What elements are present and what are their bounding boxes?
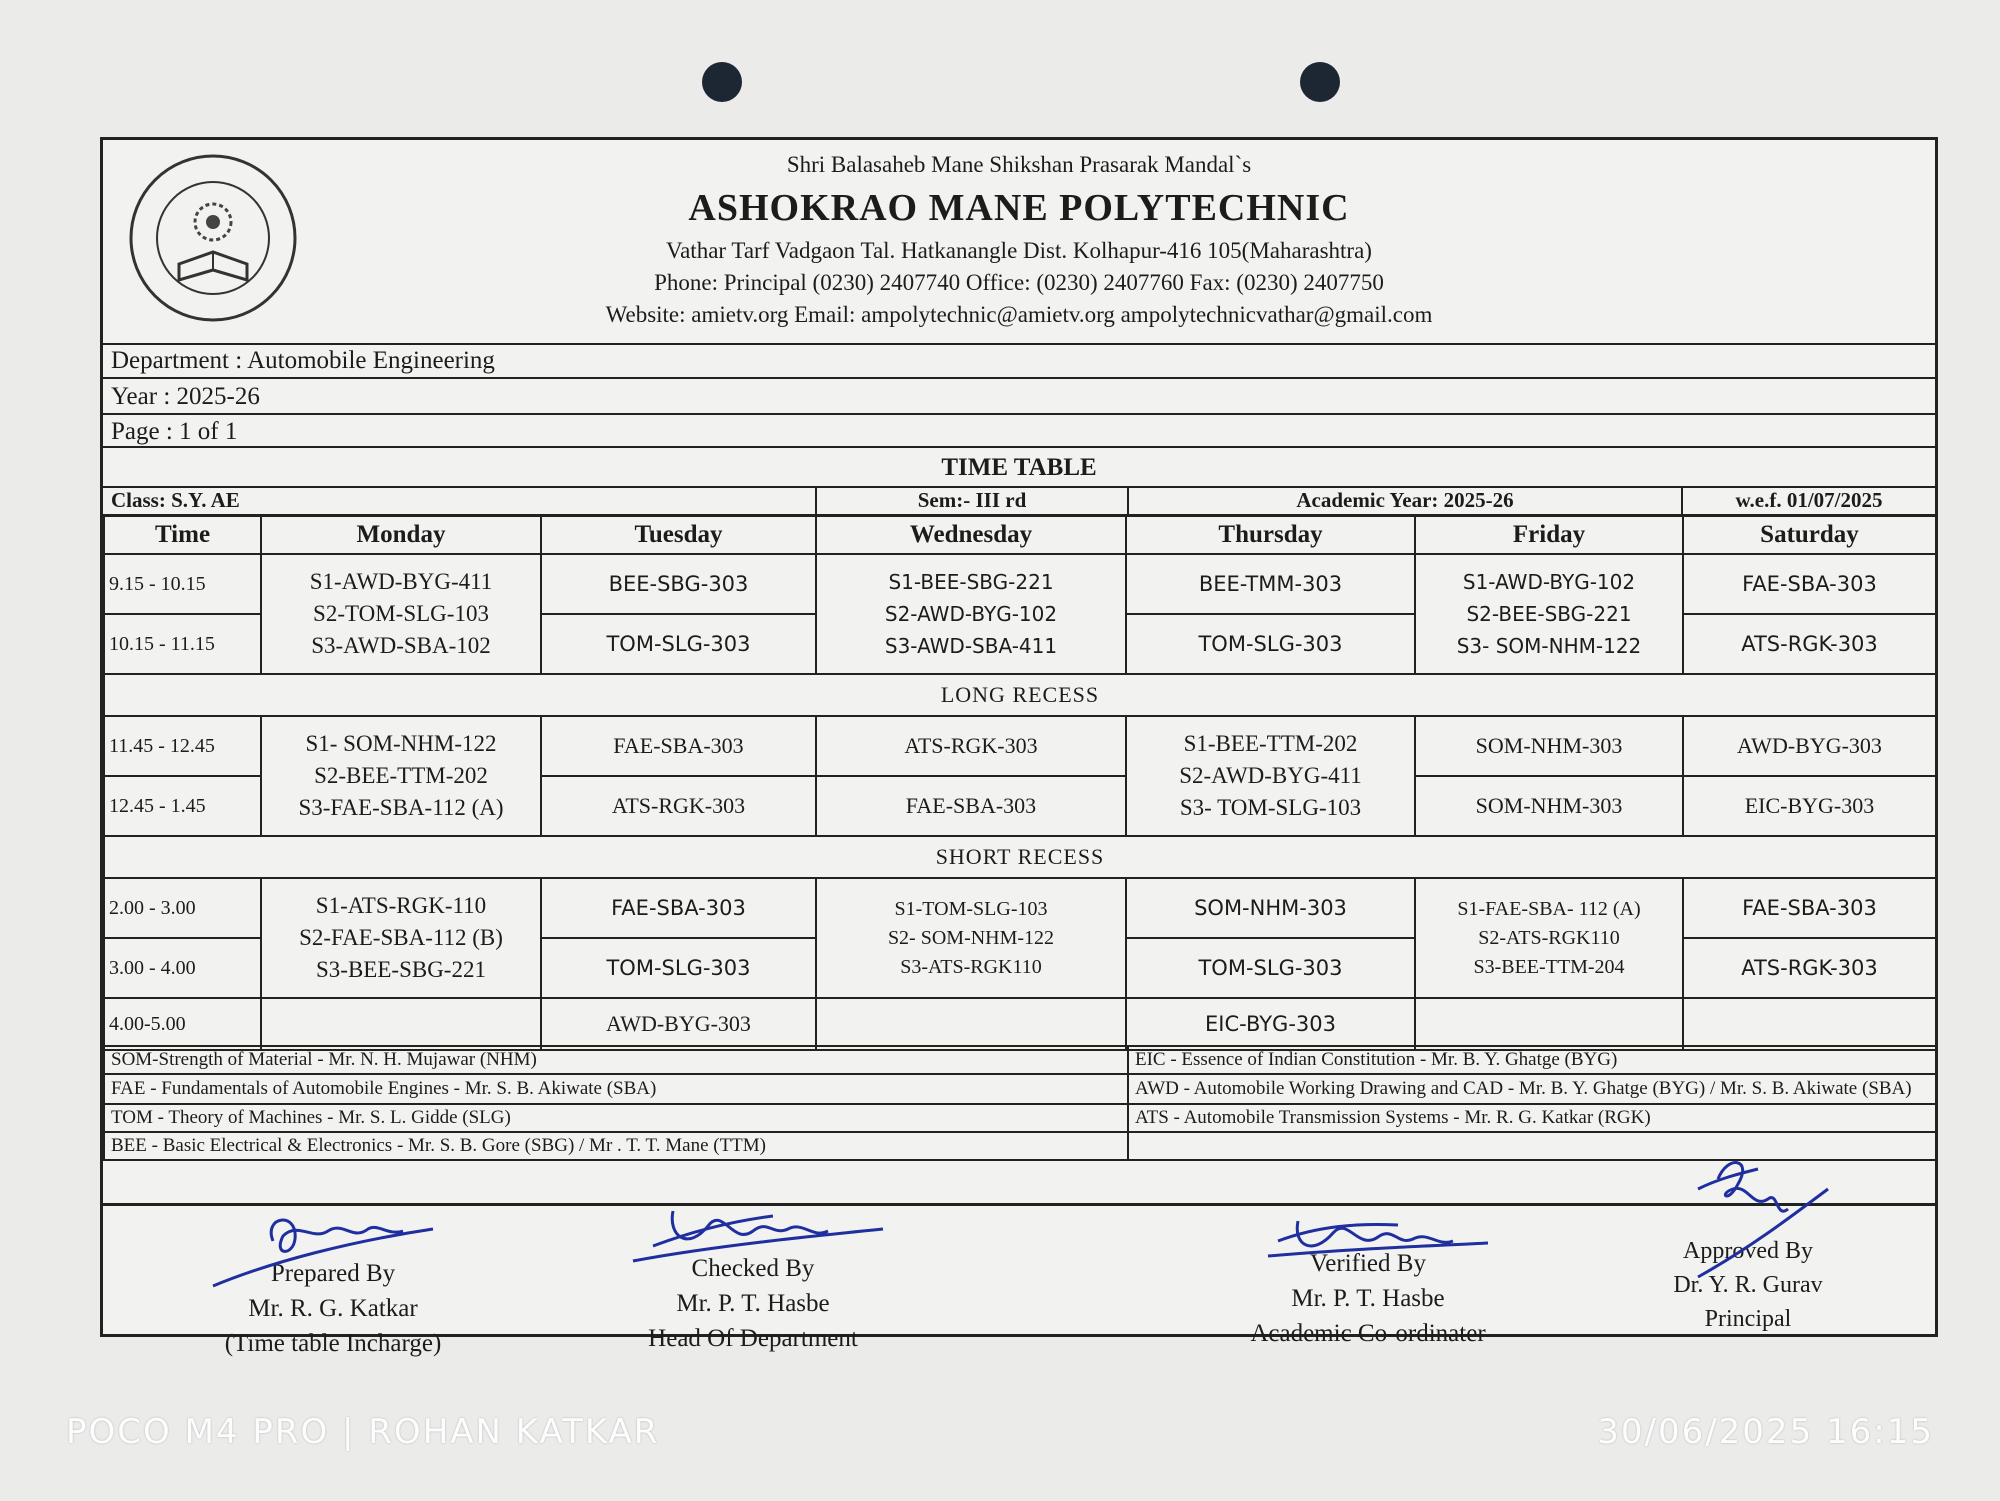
signature-role: Approved By xyxy=(1683,1238,1813,1264)
empty-cell xyxy=(1415,998,1683,1050)
column-header: Saturday xyxy=(1683,515,1936,554)
short-recess-label: SHORT RECESS xyxy=(104,836,1936,878)
time-cell: 10.15 - 11.15 xyxy=(104,614,261,674)
signatory-title: (Time table Incharge) xyxy=(224,1330,442,1357)
page-row: Page : 1 of 1 xyxy=(103,415,1935,448)
column-header: Monday xyxy=(261,515,541,554)
time-cell: 9.15 - 10.15 xyxy=(104,554,261,614)
institute-name: ASHOKRAO MANE POLYTECHNIC xyxy=(688,187,1350,229)
lecture-cell: TOM-SLG-303 xyxy=(541,938,816,998)
batch-line: S3-BEE-SBG-221 xyxy=(316,957,486,982)
column-header: Thursday xyxy=(1126,515,1415,554)
legend-entry: AWD - Automobile Working Drawing and CAD - Mr. B. Y. Ghatge (BYG) / Mr. S. B. Akiwate (SBA) xyxy=(1128,1074,1936,1104)
batch-line: S2-TOM-SLG-103 xyxy=(313,601,489,626)
practical-batch-cell xyxy=(816,554,1126,674)
lecture-cell: ATS-RGK-303 xyxy=(541,776,816,836)
lecture-cell: FAE-SBA-303 xyxy=(816,776,1126,836)
lecture-cell: AWD-BYG-303 xyxy=(1683,716,1936,776)
practical-batch-cell xyxy=(1415,554,1683,674)
recess-row xyxy=(104,836,1936,878)
semester-label: Sem:- III rd xyxy=(815,486,1127,514)
practical-batch-cell xyxy=(1415,878,1683,998)
academic-year-label: Academic Year: 2025-26 xyxy=(1127,486,1681,514)
lecture-cell: SOM-NHM-303 xyxy=(1126,878,1415,938)
batch-line: S3-ATS-RGK110 xyxy=(900,955,1042,978)
batch-line: S2-BEE-TTM-202 xyxy=(314,763,488,788)
lecture-cell: TOM-SLG-303 xyxy=(1126,938,1415,998)
lecture-cell: TOM-SLG-303 xyxy=(1126,614,1415,674)
lecture-cell: AWD-BYG-303 xyxy=(541,998,816,1050)
legend-entry: ATS - Automobile Transmission Systems - Mr. R. G. Katkar (RGK) xyxy=(1128,1104,1936,1132)
signatory-title: Academic Co-ordinater xyxy=(1250,1320,1486,1347)
batch-line: S3-AWD-SBA-102 xyxy=(311,633,491,658)
signature-block-approved xyxy=(1638,1234,1858,1336)
batch-line: S3- TOM-SLG-103 xyxy=(1179,795,1362,820)
signature-block-verified xyxy=(1218,1246,1518,1351)
time-cell: 2.00 - 3.00 xyxy=(104,878,261,938)
camera-watermark-device: POCO M4 PRO | ROHAN KATKAR xyxy=(66,1412,660,1452)
batch-line: S1-ATS-RGK-110 xyxy=(315,893,487,918)
lecture-cell: FAE-SBA-303 xyxy=(541,878,816,938)
lecture-cell: FAE-SBA-303 xyxy=(1683,554,1936,614)
batch-line: S1-AWD-BYG-411 xyxy=(309,569,493,594)
department-row: Department : Automobile Engineering xyxy=(103,343,1935,379)
slot-row xyxy=(104,554,1936,614)
signature-block-checked xyxy=(603,1251,903,1356)
timetable-title: TIME TABLE xyxy=(103,448,1935,488)
institute-header xyxy=(103,140,1935,345)
class-label: Class: S.Y. AE xyxy=(111,488,240,512)
batch-line: S2-ATS-RGK110 xyxy=(1478,926,1620,949)
empty-cell xyxy=(261,998,541,1050)
long-recess-label: LONG RECESS xyxy=(104,674,1936,716)
legend-entry: TOM - Theory of Machines - Mr. S. L. Gidde (SLG) xyxy=(104,1104,1128,1132)
signature-role: Checked By xyxy=(691,1255,815,1282)
institute-website: Website: amietv.org Email: ampolytechnic@amietv.org ampolytechnicvathar@gmail.com xyxy=(605,302,1433,327)
practical-batch-cell xyxy=(261,716,541,836)
signature-role: Prepared By xyxy=(270,1260,396,1287)
handwritten-signature xyxy=(203,1201,443,1291)
lecture-cell: ATS-RGK-303 xyxy=(816,716,1126,776)
practical-batch-cell xyxy=(261,878,541,998)
signature-section xyxy=(103,1203,1935,1357)
signatory-name: Mr. P. T. Hasbe xyxy=(676,1290,830,1317)
empty-cell xyxy=(816,998,1126,1050)
legend-entry: FAE - Fundamentals of Automobile Engines - Mr. S. B. Akiwate (SBA) xyxy=(104,1074,1128,1104)
class-info-bar xyxy=(103,486,1935,517)
batch-line: S1-FAE-SBA- 112 (A) xyxy=(1457,897,1641,920)
column-header: Time xyxy=(104,515,261,554)
legend-entry: SOM-Strength of Material - Mr. N. H. Mujawar (NHM) xyxy=(104,1046,1128,1074)
lecture-cell: ATS-RGK-303 xyxy=(1683,614,1936,674)
legend-entry: EIC - Essence of Indian Constitution - Mr. B. Y. Ghatge (BYG) xyxy=(1128,1046,1936,1074)
signature-role: Verified By xyxy=(1310,1250,1426,1277)
empty-cell xyxy=(1683,998,1936,1050)
handwritten-signature xyxy=(613,1191,893,1281)
practical-batch-cell xyxy=(261,554,541,674)
slot-row xyxy=(104,878,1936,938)
lecture-cell: EIC-BYG-303 xyxy=(1126,998,1415,1050)
batch-line: S1-AWD-BYG-102 xyxy=(1462,570,1636,594)
slot-row xyxy=(104,998,1936,1050)
practical-batch-cell xyxy=(1126,716,1415,836)
timetable-sheet xyxy=(100,137,1938,1357)
batch-line: S2-AWD-BYG-102 xyxy=(884,602,1058,626)
lecture-cell: EIC-BYG-303 xyxy=(1683,776,1936,836)
column-header: Friday xyxy=(1415,515,1683,554)
batch-line: S2-AWD-BYG-411 xyxy=(1179,763,1362,788)
time-cell: 3.00 - 4.00 xyxy=(104,938,261,998)
day-header-row xyxy=(104,515,1936,554)
batch-line: S1-BEE-SBG-221 xyxy=(888,570,1054,594)
lecture-cell: BEE-SBG-303 xyxy=(541,554,816,614)
batch-line: S3-BEE-TTM-204 xyxy=(1473,955,1625,978)
lecture-cell: SOM-NHM-303 xyxy=(1415,716,1683,776)
batch-line: S3-FAE-SBA-112 (A) xyxy=(298,795,504,820)
recess-row xyxy=(104,674,1936,716)
time-cell: 12.45 - 1.45 xyxy=(104,776,261,836)
institute-address: Vathar Tarf Vadgaon Tal. Hatkanangle Dist. Kolhapur-416 105(Maharashtra) xyxy=(666,238,1372,263)
lecture-cell: TOM-SLG-303 xyxy=(541,614,816,674)
wef-date-label: w.e.f. 01/07/2025 xyxy=(1681,486,1935,514)
signatory-name: Dr. Y. R. Gurav xyxy=(1673,1272,1823,1298)
lecture-cell: BEE-TMM-303 xyxy=(1126,554,1415,614)
camera-watermark-timestamp: 30/06/2025 16:15 xyxy=(1597,1412,1934,1452)
batch-line: S2-BEE-SBG-221 xyxy=(1466,602,1632,626)
subject-legend xyxy=(103,1045,1937,1161)
signatory-name: Mr. P. T. Hasbe xyxy=(1291,1285,1445,1312)
batch-line: S2-FAE-SBA-112 (B) xyxy=(299,925,503,950)
batch-line: S2- SOM-NHM-122 xyxy=(887,926,1055,949)
slot-row xyxy=(104,716,1936,776)
lecture-cell: SOM-NHM-303 xyxy=(1415,776,1683,836)
practical-batch-cell xyxy=(816,878,1126,998)
lecture-cell: FAE-SBA-303 xyxy=(1683,878,1936,938)
year-row: Year : 2025-26 xyxy=(103,379,1935,415)
lecture-cell: FAE-SBA-303 xyxy=(541,716,816,776)
lecture-cell: ATS-RGK-303 xyxy=(1683,938,1936,998)
society-name: Shri Balasaheb Mane Shikshan Prasarak Mandal`s xyxy=(786,152,1252,177)
legend-entry: BEE - Basic Electrical & Electronics - Mr. S. B. Gore (SBG) / Mr . T. T. Mane (TTM) xyxy=(104,1132,1128,1160)
column-header: Tuesday xyxy=(541,515,816,554)
batch-line: S3- SOM-NHM-122 xyxy=(1456,634,1642,658)
punch-hole-right xyxy=(1300,62,1340,102)
punch-hole-left xyxy=(702,62,742,102)
batch-line: S1- SOM-NHM-122 xyxy=(305,731,497,756)
signature-block-prepared xyxy=(183,1256,483,1361)
time-cell: 11.45 - 12.45 xyxy=(104,716,261,776)
handwritten-signature xyxy=(1658,1149,1858,1279)
signatory-name: Mr. R. G. Katkar xyxy=(248,1295,418,1322)
time-cell: 4.00-5.00 xyxy=(104,998,261,1050)
batch-line: S3-AWD-SBA-411 xyxy=(884,634,1058,658)
column-header: Wednesday xyxy=(816,515,1126,554)
handwritten-signature xyxy=(1258,1201,1498,1281)
signatory-title: Principal xyxy=(1704,1306,1792,1332)
timetable-grid xyxy=(103,514,1937,1051)
signatory-title: Head Of Department xyxy=(648,1325,858,1352)
batch-line: S1-TOM-SLG-103 xyxy=(894,897,1048,920)
batch-line: S1-BEE-TTM-202 xyxy=(1183,731,1358,756)
institute-phone: Phone: Principal (0230) 2407740 Office: (0230) 2407760 Fax: (0230) 2407750 xyxy=(654,270,1384,295)
